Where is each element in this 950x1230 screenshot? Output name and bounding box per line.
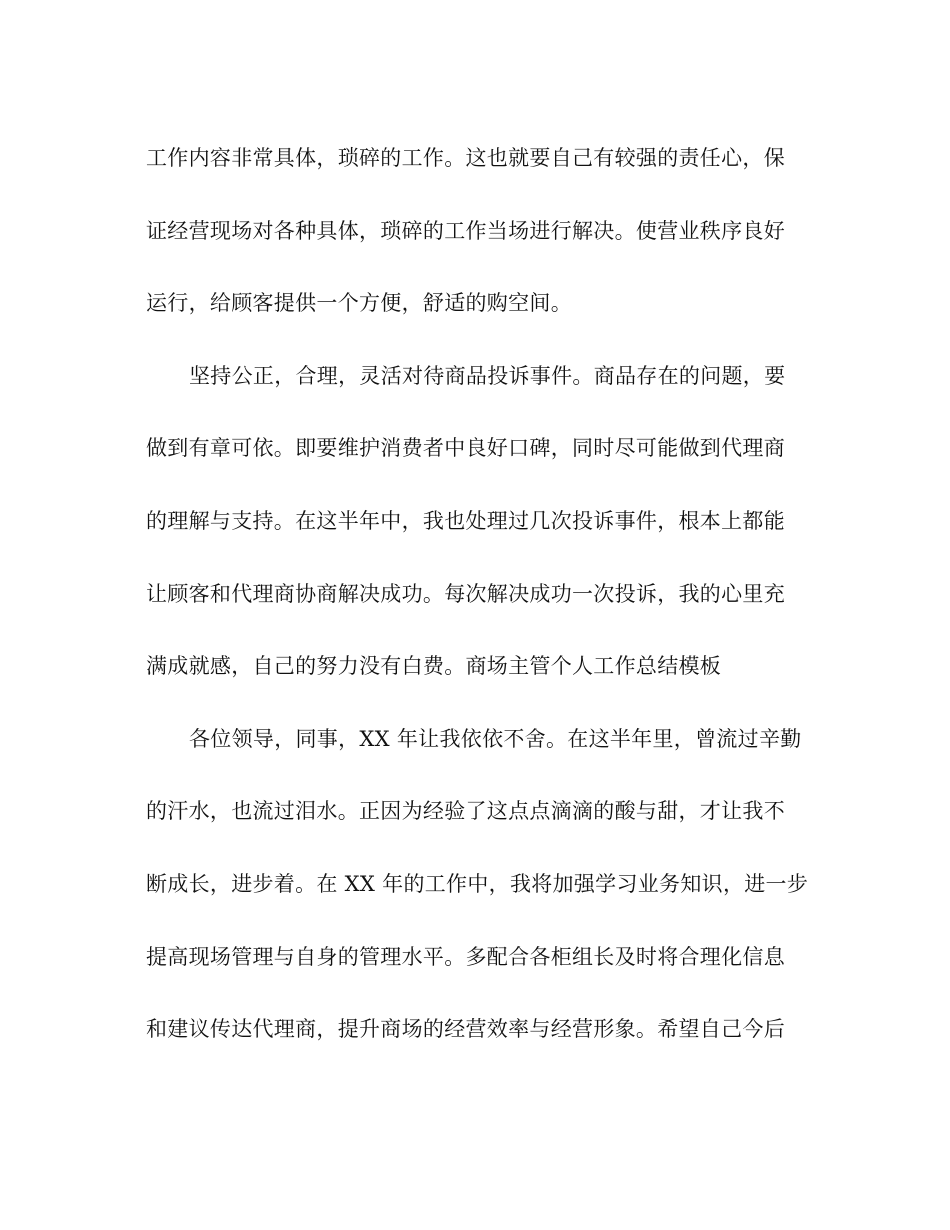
text-line: 运行，给顾客提供一个方便，舒适的购空间。 (146, 291, 572, 316)
text-line: 满成就感，自己的努力没有白费。商场主管个人工作总结模板 (146, 654, 722, 679)
text-line: 和建议传达代理商，提升商场的经营效率与经营形象。希望自己今后 (146, 1017, 785, 1042)
text-line: 的理解与支持。在这半年中，我也处理过几次投诉事件，根本上都能 (146, 508, 785, 533)
paragraph-start-line: 各位领导，同事，XX 年让我依依不舍。在这半年里，曾流过辛勤 (189, 726, 802, 751)
text-line: 做到有章可依。即要维护消费者中良好口碑，同时尽可能做到代理商 (146, 436, 785, 461)
text-line: 证经营现场对各种具体，琐碎的工作当场进行解决。使营业秩序良好 (146, 218, 785, 243)
text-line: 让顾客和代理商协商解决成功。每次解决成功一次投诉，我的心里充 (146, 581, 785, 606)
text-line: 的汗水，也流过泪水。正因为经验了这点点滴滴的酸与甜，才让我不 (146, 799, 785, 824)
text-line: 工作内容非常具体，琐碎的工作。这也就要自己有较强的责任心，保 (146, 146, 785, 170)
paragraph-start-line: 坚持公正，合理，灵活对待商品投诉事件。商品存在的问题，要 (189, 363, 786, 388)
document-body (146, 139, 809, 1083)
text-line: 断成长，进步着。在 XX 年的工作中，我将加强学习业务知识，进一步 (146, 871, 809, 896)
text-line: 提高现场管理与自身的管理水平。多配合各柜组长及时将合理化信息 (146, 944, 785, 969)
